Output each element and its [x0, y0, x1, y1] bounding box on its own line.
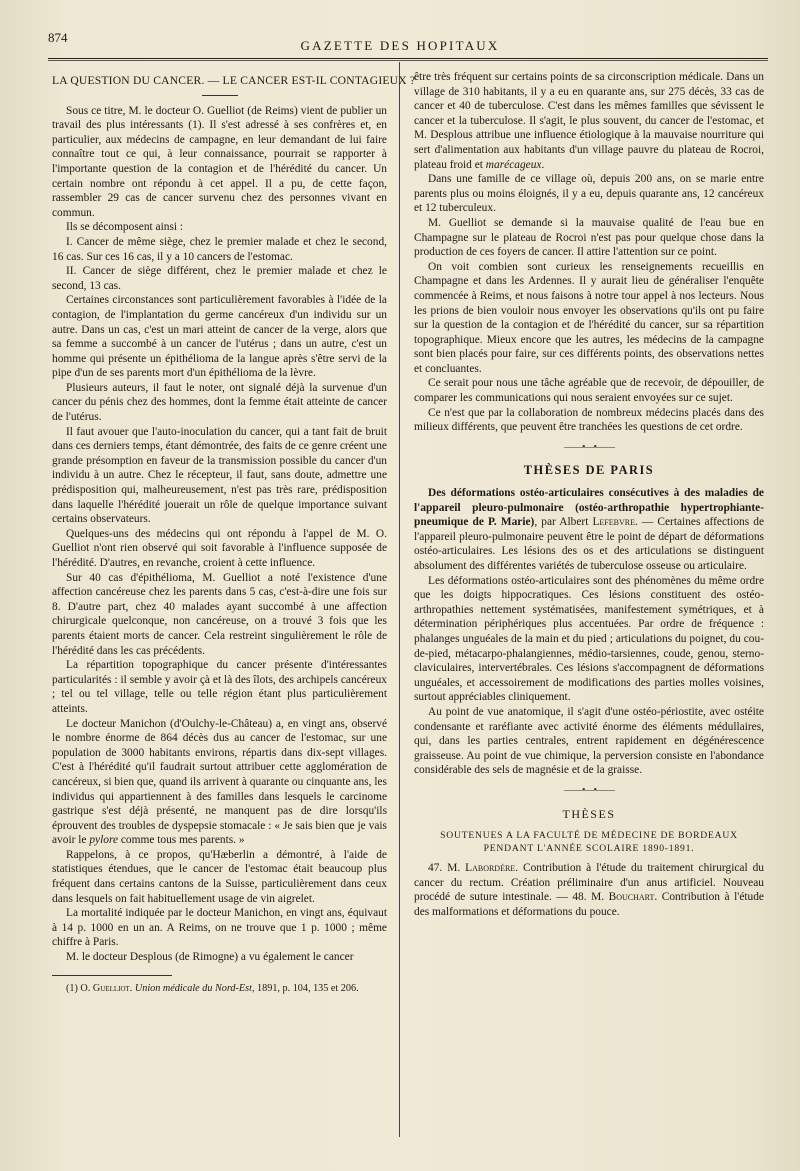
paragraph: [414, 70, 764, 172]
paragraph: M. le docteur Desplous (de Rimogne) a vu également le cancer: [66, 951, 354, 964]
left-column: [52, 70, 416, 996]
paragraph: On voit combien sont curieux les renseignements recueillis en Champagne et dans les Ardennes. Il y aurait lieu de généraliser l'enquête commencée à Reims, et nous faisons à notre tour appel à nos lecteurs. Nous les prions de bien vouloir nous envoyer les observations qu'ils ont pu faire sur la question de la contagion et de l'hérédité du cancer, sur sa répartition topographique. Mieux encore que les autres, les médecins de la campagne sont bien placés pour faire, sur ces différents points, des observations nettes et concluantes.: [414, 260, 764, 375]
paragraph: Certaines circonstances sont particulièrement favorables à l'idée de la contagion, de l'implantation du germe cancéreux d'un individu sur un autre. Dans un cas, c'est un mari atteint de cancer de la verge, alors que sa femme a succombé à un cancer de l'utérus ; dans un autre, c'est un homme qui présente un épithélioma de la langue après s'être servi de la pipe d'un de ses parents mort d'un épithélioma de la lèvre.: [52, 294, 387, 380]
paragraph: Ce n'est que par la collaboration de nombreux médecins placés dans des milieux différents, que peuvent être tranchées les questions de cet ordre.: [414, 406, 764, 434]
ornamental-divider: ——•—•——: [563, 441, 614, 453]
paragraph: Il faut avouer que l'auto-inoculation du cancer, qui a tant fait de bruit dans ces derniers temps, étant démontrée, des faits de ce genre créent une grande présomption en faveur de la transmission possible du cancer d'un individu à un autre. Chez le récepteur, il faut, sans doute, admettre une prédisposition qui, malheureusement, n'est pas très rare, prédisposition dans laquelle l'hérédité jouerait un rôle de quelque importance suivant certains observateurs.: [52, 425, 387, 526]
paragraph: La mortalité indiquée par le docteur Manichon, en vingt ans, équivaut à 14 p. 1000 en un an. A Reims, on ne trouve que 1 p. 1000 ; même chiffre à Paris.: [52, 907, 387, 949]
paragraph: La répartition topographique du cancer présente d'intéressantes particularités : il semble y avoir çà et là des îlots, des archipels cancéreux ; tel ou tel village, telle ou telle région étant plus particulièrement atteints.: [52, 659, 387, 715]
text-run: . Contribution à l'étude du traitement chirurgical du cancer du rectum. Création préliminaire d'un anus artificiel. Nouveau procédé de suture intestinale. — 48. M.: [414, 862, 764, 904]
header-rule: [48, 58, 768, 59]
paragraph: Sur 40 cas d'épithélioma, M. Guelliot a noté l'existence d'une affection cancéreuse chez les parents dans 5 cas, c'est-à-dire une fois sur 8. D'autre part, chez 40 malades ayant succombé à une affection chirurgicale quelconque, non cancéreuse, on a trouvé 3 fois que les parents étaient morts de cancer. Cela restreint singulièrement le rôle de l'hérédité dans les cas précédents.: [52, 571, 387, 657]
paragraph: [414, 486, 764, 574]
thesis-author: Labordère: [465, 862, 516, 875]
paragraph: Quelques-uns des médecins qui ont répondu à l'appel de M. O. Guelliot n'ont rien observé qui soit favorable à l'influence supposée de l'hérédité. D'autres, en revanche, croient à cette influence.: [52, 527, 387, 569]
paragraph: Rappelons, à ce propos, qu'Hæberlin a démontré, à l'aide de statistiques étendues, que le cancer de l'estomac était beaucoup plus fréquent dans certains cantons de la Suisse, particulièrement dans ceux dans lesquels on fait habituellement usage de vin aigrelet.: [52, 848, 387, 905]
footnote-author: Guelliot: [92, 982, 130, 994]
paragraph: [52, 717, 387, 848]
ornamental-divider: ——•—•——: [563, 784, 614, 796]
footnote-rule: [52, 975, 172, 976]
section-title: THÈSES DE PARIS: [523, 463, 655, 478]
column-divider: [399, 62, 400, 1137]
subtitle-line: SOUTENUES A LA FACULTÉ DE MÉDECINE DE BORDEAUX: [440, 830, 738, 842]
these-author: Lefebvre: [592, 516, 635, 529]
paragraph: I. Cancer de même siège, chez le premier malade et chez le second, 16 cas. Sur ces 16 cas, il y a 10 cancers de l'estomac.: [52, 235, 387, 263]
text-run: 47. M.: [428, 862, 466, 875]
subtitle-line: PENDANT L'ANNÉE SCOLAIRE 1890-1891.: [483, 843, 695, 855]
these-title-bold: Des déformations ostéo-articulaires consécutives à des maladies de l'appareil pleuro-pulmonaire (ostéo-arthropathie hypertrophiante-pneumique de P. Marie): [414, 487, 764, 529]
paragraph: Dans une famille de ce village où, depuis 200 ans, on se marie entre parents plus ou moins éloignés, il y a eu, depuis quarante ans, 12 cancéreux et 12 tuberculeux.: [414, 173, 764, 215]
paragraph: [414, 861, 764, 919]
article-headline: LA QUESTION DU CANCER. — LE CANCER EST-IL CONTAGIEUX ?: [52, 74, 416, 87]
paragraph: Ils se décomposent ainsi :: [66, 221, 184, 234]
paragraph: M. Guelliot se demande si la mauvaise qualité de l'eau bue en Champagne sur le plateau de Rocroi n'est pas pour quelque chose dans la production de ces foyers de cancer. Il attire l'attention sur ce point.: [414, 216, 764, 259]
header-rule-thin: [48, 60, 768, 61]
text-run: comme tous mes parents. »: [118, 834, 245, 847]
text-run: . — Certaines affections de l'appareil pleuro-pulmonaire peuvent être le point de départ de déformations ostéo-articulaires. Les lésions des os et des articulations se distinguent absolument des différentes variétés de tuberculose osseuse ou articulaire.: [414, 516, 764, 572]
page-number: 874: [48, 30, 68, 45]
footnote: [52, 982, 387, 997]
text-run: , par Albert: [534, 516, 593, 529]
paragraph: Sous ce titre, M. le docteur O. Guelliot (de Reims) vient de publier un travail des plus intéressants (1). Il s'est adressé à ses confrères et, en particulier, aux médecins de campagne, en leur demandant de lui faire connaître tout ce qui, à leur connaissance, pourrait se rapporter à l'importante question de la contagion et de l'hérédité du cancer. Un certain nombre ont répondu à cet appel. Il a pu, de cette façon, rassembler 29 cas de cancer survenu chez des personnes vivant en commun.: [52, 104, 387, 219]
paragraph: Les déformations ostéo-articulaires sont des phénomènes du même ordre que les doigts hippocratiques. Ces lésions constituent des ostéo-arthropathies nettement systématisées, manifestement symétriques, et à détermination périphériques plus accentuées. Par ordre de fréquence : phalanges unguéales de la main et du pied ; articulations du poignet, du cou-de-pied, métacarpo-phalangiennes, médio-tarsiennes, coude, genou, sterno-claviculaires, intervertébrales. Ces lésions s'accompagnent de déformations unguéales, et accessoirement de modifications des parties molles voisines, surtout appréciables cliniquement.: [414, 574, 764, 704]
text-run: être très fréquent sur certains points de sa circonscription médicale. Dans un village de 310 habitants, il y a eu en quarante ans, sur 275 décès, 33 cas de cancer et 40 de tuberculose. C'est dans les mêmes familles que sévissent le cancer et la tuberculose. Il s'agit, le plus souvent, du cancer de l'estomac, et M. Desplous attribue une influence étiologique à la mauvaise nourriture qui sert d'alimentation aux habitants d'un village pauvre du plateau de Rocroi, plateau froid et: [414, 71, 764, 171]
section-subtitle: [414, 829, 764, 855]
italic-text: pylore: [89, 834, 119, 847]
paragraph: II. Cancer de siège différent, chez le premier malade et chez le second, 13 cas.: [52, 265, 387, 292]
italic-text: marécageux: [485, 158, 542, 171]
thesis-author: Bouchart: [608, 891, 655, 904]
text-run: .: [541, 158, 545, 171]
journal-title: GAZETTE DES HOPITAUX: [300, 38, 500, 53]
text-run: .: [129, 982, 135, 994]
paragraph: Au point de vue anatomique, il s'agit d'une ostéo-périostite, avec ostéite condensante et raréfiante avec activité énorme des éléments médullaires, qui, dans les parties centrales, entrent rapidement en dégénérescence graisseuse. Au point de vue chimique, la perversion consiste en l'abondance considérable des sels de magnésie et de la graisse.: [414, 705, 764, 777]
section-title: THÈSES: [562, 806, 616, 821]
text-run: , 1891, p. 104, 135 et 206.: [251, 982, 359, 994]
footnote-journal: Union médicale du Nord-Est: [134, 982, 252, 994]
headline-rule: [202, 95, 238, 96]
text-run: . Contribution à l'étude des malformations et déformations du pouce.: [414, 891, 764, 918]
text-run: (1) O.: [66, 982, 93, 994]
paragraph: Plusieurs auteurs, il faut le noter, ont signalé déjà la survenue d'un cancer du pénis chez des hommes, dont la femme était atteinte de cancer de l'utérus.: [52, 381, 387, 424]
right-column: [414, 70, 764, 919]
paragraph: Ce serait pour nous une tâche agréable que de recevoir, de dépouiller, de comparer les communications qui nous seraient envoyées sur ce sujet.: [414, 377, 764, 405]
text-run: Le docteur Manichon (d'Oulchy-le-Château) a, en vingt ans, observé le nombre énorme de 864 décès dus au cancer de l'estomac, sur une population de 3000 habitants environs, répartis dans dix-sept villages. C'est à l'hérédité qu'il faudrait surtout attribuer cette agglomération de cancéreux, si bien que, quand ils arrivent à quarante ou cinquante ans, les individus qui appartiennent à des familles dans lesquels le carcinome gastrique s'est déjà présenté, ne manquent pas de dire lorsqu'ils éprouvent des troubles de dyspepsie stomacale : « Je sais bien que je vais avoir le: [52, 717, 387, 847]
